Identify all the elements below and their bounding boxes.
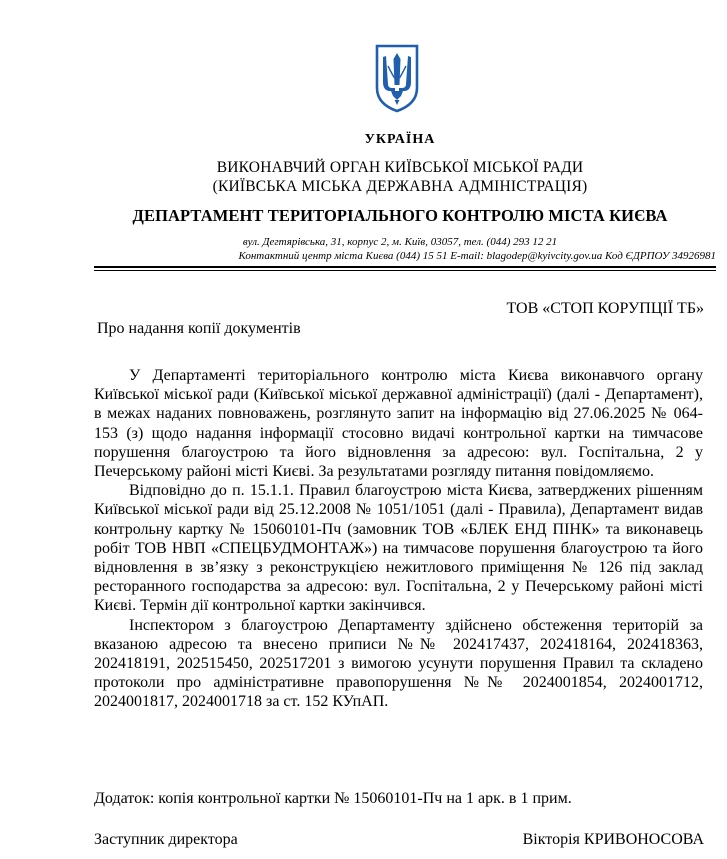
header-divider xyxy=(94,266,716,268)
signatory-title: Заступник директора xyxy=(94,831,238,848)
department-contact: Контактний центр міста Києва (044) 15 51 E-mail: blagodep@kyivcity.gov.ua Код ЄДРПОУ 34926981 xyxy=(238,250,716,262)
org-name-line2: (КИЇВСЬКА МІСЬКА ДЕРЖАВНА АДМІНІСТРАЦІЯ) xyxy=(212,178,588,195)
department-title: ДЕПАРТАМЕНТ ТЕРИТОРІАЛЬНОГО КОНТРОЛЮ МІСТА КИЄВА xyxy=(132,206,668,225)
signatory-name: Вікторія КРИВОНОСОВА xyxy=(522,831,704,848)
country-title: УКРАЇНА xyxy=(364,132,436,147)
body-paragraph: Інспектором з благоустрою Департаменту здійснено обстеження територій за вказаною адресою та внесено приписи №№ 202417437, 202418164, 202418363, 202418191, 202515450, 202517201 з вимогою усунути порушення Правил та складено протоколи про адміністративне правопорушення №№ 2024001854, 2024001712, 2024001817, 2024001718 за ст. 152 КУпАП. xyxy=(94,616,703,711)
body-paragraph: У Департаменті територіального контролю міста Києва виконавчого органу Київської міської ради (Київської міської державної адміністрації) (далі - Департамент), в межах наданих повноважень, розглянуто запит на інформацію від 27.06.2025 № 064-153 (з) щодо надання інформації стосовно видачі контрольної картки на тимчасове порушення благоустрою та його відновлення за адресою: вул. Госпітальна, 2 у Печерському районі місті Києві. За результатами розгляду питання повідомляємо. xyxy=(94,367,703,481)
org-name-line1: ВИКОНАВЧИЙ ОРГАН КИЇВСЬКОЇ МІСЬКОЇ РАДИ xyxy=(216,159,584,176)
recipient: ТОВ «СТОП КОРУПЦІЇ ТБ» xyxy=(506,300,704,317)
body-paragraph: Відповідно до п. 15.1.1. Правил благоустрою міста Києва, затверджених рішенням Київської міської ради від 25.12.2008 № 1051/1051 (далі - Правила), Департамент видав контрольну картку № 15060101-Пч (замовник ТОВ «БЛЕК ЕНД ПІНК» та виконавець робіт ТОВ НВП «СПЕЦБУДМОНТАЖ») на тимчасове порушення благоустрою та його відновлення в зв’язку з реконструкцією нежитлового приміщення № 126 під заклад ресторанного господарства за адресою: вул. Госпітальна, 2 у Печерському районі місті Києві. Термін дії контрольної картки закінчився. xyxy=(94,482,703,615)
trident-coat-of-arms-icon xyxy=(374,44,420,113)
subject: Про надання копії документів xyxy=(97,320,301,337)
letter-body xyxy=(94,366,703,712)
department-address: вул. Дегтярівська, 31, корпус 2, м. Київ, 03057, тел. (044) 293 12 21 xyxy=(242,236,558,248)
header-divider-thin xyxy=(94,270,716,271)
attachment-note: Додаток: копія контрольної картки № 15060101-Пч на 1 арк. в 1 прим. xyxy=(94,790,572,807)
